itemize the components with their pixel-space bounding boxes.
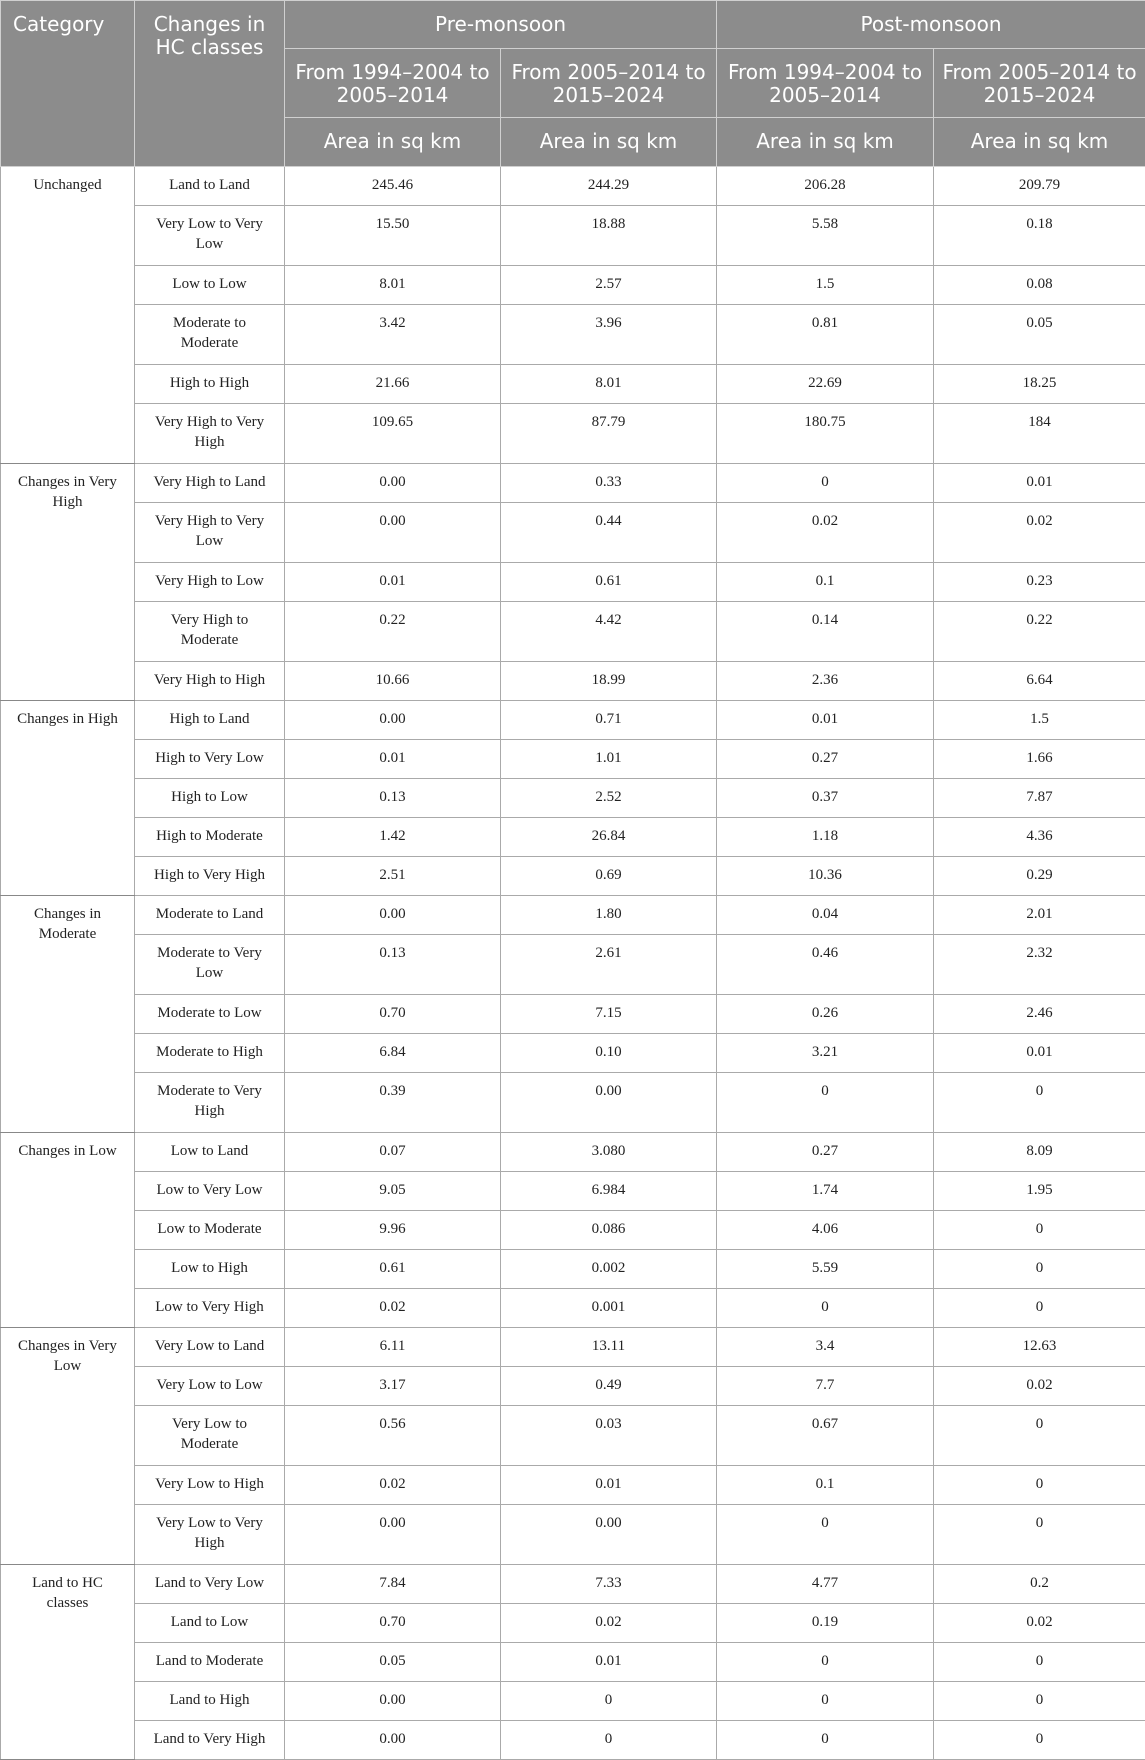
value-cell: 0	[934, 1289, 1145, 1328]
table-body	[1, 167, 1145, 1760]
value-cell: 0.00	[501, 1073, 717, 1133]
value-cell: 0	[934, 1211, 1145, 1250]
value-cell: 0.00	[285, 464, 501, 503]
value-cell: 245.46	[285, 167, 501, 206]
table-row	[1, 1073, 1145, 1133]
header-category: Category	[1, 1, 135, 167]
value-cell: 10.36	[717, 857, 934, 896]
header-unit: Area in sq km	[285, 118, 501, 167]
value-cell: 10.66	[285, 662, 501, 701]
table-row	[1, 1682, 1145, 1721]
change-cell: Very Low to Land	[135, 1328, 285, 1367]
value-cell: 0.2	[934, 1565, 1145, 1604]
value-cell: 8.09	[934, 1133, 1145, 1172]
value-cell: 244.29	[501, 167, 717, 206]
header-pre-period-2: From 2005–2014 to 2015–2024	[501, 49, 717, 118]
value-cell: 0	[717, 1289, 934, 1328]
value-cell: 0.69	[501, 857, 717, 896]
change-cell: Land to Very Low	[135, 1565, 285, 1604]
change-cell: Low to Land	[135, 1133, 285, 1172]
value-cell: 2.46	[934, 995, 1145, 1034]
change-cell: Land to Moderate	[135, 1643, 285, 1682]
value-cell: 4.77	[717, 1565, 934, 1604]
value-cell: 2.52	[501, 779, 717, 818]
value-cell: 1.01	[501, 740, 717, 779]
value-cell: 7.84	[285, 1565, 501, 1604]
value-cell: 0.01	[501, 1466, 717, 1505]
value-cell: 7.15	[501, 995, 717, 1034]
value-cell: 0	[717, 464, 934, 503]
value-cell: 0.02	[285, 1289, 501, 1328]
value-cell: 1.18	[717, 818, 934, 857]
value-cell: 2.32	[934, 935, 1145, 995]
table-row	[1, 1328, 1145, 1367]
value-cell: 6.11	[285, 1328, 501, 1367]
change-cell: High to Very Low	[135, 740, 285, 779]
header-unit: Area in sq km	[717, 118, 934, 167]
value-cell: 18.88	[501, 206, 717, 266]
change-cell: Low to High	[135, 1250, 285, 1289]
change-cell: Land to Land	[135, 167, 285, 206]
value-cell: 109.65	[285, 404, 501, 464]
value-cell: 0.13	[285, 779, 501, 818]
table-row	[1, 1406, 1145, 1466]
value-cell: 0.22	[285, 602, 501, 662]
value-cell: 0.00	[285, 701, 501, 740]
change-cell: Moderate to Very Low	[135, 935, 285, 995]
value-cell: 0.10	[501, 1034, 717, 1073]
change-cell: Very High to Very High	[135, 404, 285, 464]
value-cell: 2.61	[501, 935, 717, 995]
value-cell: 0.70	[285, 1604, 501, 1643]
value-cell: 0	[717, 1643, 934, 1682]
value-cell: 0.001	[501, 1289, 717, 1328]
value-cell: 3.17	[285, 1367, 501, 1406]
table-row	[1, 1367, 1145, 1406]
header-post-monsoon: Post-monsoon	[717, 1, 1145, 49]
value-cell: 0.00	[285, 503, 501, 563]
value-cell: 0.02	[934, 1367, 1145, 1406]
value-cell: 0.02	[501, 1604, 717, 1643]
value-cell: 3.42	[285, 305, 501, 365]
value-cell: 0.13	[285, 935, 501, 995]
value-cell: 0.02	[934, 503, 1145, 563]
value-cell: 0.37	[717, 779, 934, 818]
value-cell: 1.42	[285, 818, 501, 857]
change-cell: Moderate to Very High	[135, 1073, 285, 1133]
value-cell: 209.79	[934, 167, 1145, 206]
value-cell: 0.29	[934, 857, 1145, 896]
value-cell: 3.080	[501, 1133, 717, 1172]
value-cell: 3.96	[501, 305, 717, 365]
change-cell: Low to Moderate	[135, 1211, 285, 1250]
table-row	[1, 206, 1145, 266]
change-cell: Moderate to Low	[135, 995, 285, 1034]
category-cell: Changes in Moderate	[1, 896, 135, 1133]
table-row	[1, 1721, 1145, 1760]
value-cell: 0.002	[501, 1250, 717, 1289]
value-cell: 0.01	[934, 1034, 1145, 1073]
table-row	[1, 1604, 1145, 1643]
table-row	[1, 365, 1145, 404]
value-cell: 206.28	[717, 167, 934, 206]
table-row	[1, 1466, 1145, 1505]
value-cell: 7.33	[501, 1565, 717, 1604]
value-cell: 2.51	[285, 857, 501, 896]
table-row	[1, 404, 1145, 464]
value-cell: 0.26	[717, 995, 934, 1034]
value-cell: 6.84	[285, 1034, 501, 1073]
header-pre-monsoon: Pre-monsoon	[285, 1, 717, 49]
value-cell: 0.27	[717, 740, 934, 779]
value-cell: 1.95	[934, 1172, 1145, 1211]
value-cell: 0.04	[717, 896, 934, 935]
value-cell: 0	[501, 1682, 717, 1721]
value-cell: 0	[717, 1682, 934, 1721]
value-cell: 0.18	[934, 206, 1145, 266]
value-cell: 0.086	[501, 1211, 717, 1250]
value-cell: 184	[934, 404, 1145, 464]
value-cell: 1.66	[934, 740, 1145, 779]
value-cell: 1.5	[717, 266, 934, 305]
value-cell: 0.14	[717, 602, 934, 662]
table-row	[1, 563, 1145, 602]
value-cell: 0.01	[717, 701, 934, 740]
value-cell: 3.4	[717, 1328, 934, 1367]
value-cell: 7.7	[717, 1367, 934, 1406]
table-row	[1, 857, 1145, 896]
value-cell: 0.49	[501, 1367, 717, 1406]
category-cell: Changes in Very Low	[1, 1328, 135, 1565]
table-row	[1, 1505, 1145, 1565]
table-row	[1, 1211, 1145, 1250]
value-cell: 0	[717, 1721, 934, 1760]
value-cell: 4.06	[717, 1211, 934, 1250]
value-cell: 0.67	[717, 1406, 934, 1466]
value-cell: 0.00	[285, 1721, 501, 1760]
value-cell: 9.05	[285, 1172, 501, 1211]
change-cell: High to High	[135, 365, 285, 404]
table-header	[1, 1, 1145, 167]
header-changes: Changes in HC classes	[135, 1, 285, 167]
value-cell: 0.44	[501, 503, 717, 563]
value-cell: 0.00	[285, 1505, 501, 1565]
value-cell: 0	[934, 1466, 1145, 1505]
table-row	[1, 1565, 1145, 1604]
value-cell: 0.01	[285, 563, 501, 602]
value-cell: 0.03	[501, 1406, 717, 1466]
value-cell: 2.57	[501, 266, 717, 305]
table-row	[1, 305, 1145, 365]
table-row	[1, 464, 1145, 503]
change-cell: Land to Low	[135, 1604, 285, 1643]
value-cell: 0.05	[934, 305, 1145, 365]
table-row	[1, 602, 1145, 662]
table-row	[1, 167, 1145, 206]
value-cell: 0	[934, 1073, 1145, 1133]
change-cell: Very Low to Moderate	[135, 1406, 285, 1466]
value-cell: 18.99	[501, 662, 717, 701]
table-row	[1, 740, 1145, 779]
value-cell: 0.22	[934, 602, 1145, 662]
table-row	[1, 503, 1145, 563]
table-row	[1, 1643, 1145, 1682]
category-cell: Land to HC classes	[1, 1565, 135, 1760]
change-cell: Land to Very High	[135, 1721, 285, 1760]
value-cell: 0.02	[285, 1466, 501, 1505]
value-cell: 0.61	[285, 1250, 501, 1289]
value-cell: 5.59	[717, 1250, 934, 1289]
change-cell: Very High to High	[135, 662, 285, 701]
value-cell: 0.19	[717, 1604, 934, 1643]
value-cell: 2.01	[934, 896, 1145, 935]
value-cell: 0	[934, 1682, 1145, 1721]
value-cell: 0.39	[285, 1073, 501, 1133]
change-cell: High to Moderate	[135, 818, 285, 857]
value-cell: 87.79	[501, 404, 717, 464]
category-cell: Changes in Low	[1, 1133, 135, 1328]
change-cell: Very Low to High	[135, 1466, 285, 1505]
value-cell: 6.984	[501, 1172, 717, 1211]
table-row	[1, 1172, 1145, 1211]
value-cell: 0	[717, 1073, 934, 1133]
change-cell: High to Low	[135, 779, 285, 818]
value-cell: 9.96	[285, 1211, 501, 1250]
value-cell: 6.64	[934, 662, 1145, 701]
change-cell: Very High to Land	[135, 464, 285, 503]
value-cell: 8.01	[285, 266, 501, 305]
category-cell: Changes in Very High	[1, 464, 135, 701]
value-cell: 0	[934, 1721, 1145, 1760]
value-cell: 0.01	[285, 740, 501, 779]
change-cell: Very Low to Very Low	[135, 206, 285, 266]
value-cell: 1.80	[501, 896, 717, 935]
value-cell: 12.63	[934, 1328, 1145, 1367]
value-cell: 0	[934, 1250, 1145, 1289]
value-cell: 4.36	[934, 818, 1145, 857]
table-row	[1, 1133, 1145, 1172]
value-cell: 3.21	[717, 1034, 934, 1073]
value-cell: 0.01	[934, 464, 1145, 503]
change-cell: Moderate to Moderate	[135, 305, 285, 365]
value-cell: 0.46	[717, 935, 934, 995]
value-cell: 22.69	[717, 365, 934, 404]
header-pre-period-1: From 1994–2004 to 2005–2014	[285, 49, 501, 118]
value-cell: 0.33	[501, 464, 717, 503]
value-cell: 0.23	[934, 563, 1145, 602]
category-cell: Changes in High	[1, 701, 135, 896]
value-cell: 7.87	[934, 779, 1145, 818]
table-row	[1, 1250, 1145, 1289]
change-cell: High to Land	[135, 701, 285, 740]
value-cell: 0	[934, 1643, 1145, 1682]
value-cell: 0.56	[285, 1406, 501, 1466]
header-unit: Area in sq km	[934, 118, 1145, 167]
value-cell: 0.01	[501, 1643, 717, 1682]
value-cell: 5.58	[717, 206, 934, 266]
value-cell: 180.75	[717, 404, 934, 464]
value-cell: 0.02	[717, 503, 934, 563]
value-cell: 13.11	[501, 1328, 717, 1367]
value-cell: 1.74	[717, 1172, 934, 1211]
header-post-period-2: From 2005–2014 to 2015–2024	[934, 49, 1145, 118]
change-cell: Very High to Low	[135, 563, 285, 602]
table-row	[1, 1289, 1145, 1328]
value-cell: 0.07	[285, 1133, 501, 1172]
header-post-period-1: From 1994–2004 to 2005–2014	[717, 49, 934, 118]
table-row	[1, 1034, 1145, 1073]
value-cell: 0.00	[285, 1682, 501, 1721]
change-cell: Very High to Moderate	[135, 602, 285, 662]
table-row	[1, 818, 1145, 857]
change-cell: Moderate to High	[135, 1034, 285, 1073]
change-cell: Low to Very Low	[135, 1172, 285, 1211]
table-row	[1, 701, 1145, 740]
change-cell: Very High to Very Low	[135, 503, 285, 563]
value-cell: 0	[934, 1505, 1145, 1565]
value-cell: 15.50	[285, 206, 501, 266]
value-cell: 0	[501, 1721, 717, 1760]
value-cell: 18.25	[934, 365, 1145, 404]
category-cell: Unchanged	[1, 167, 135, 464]
header-unit: Area in sq km	[501, 118, 717, 167]
value-cell: 0	[934, 1406, 1145, 1466]
value-cell: 0.1	[717, 563, 934, 602]
table-row	[1, 266, 1145, 305]
value-cell: 0.71	[501, 701, 717, 740]
table-row	[1, 995, 1145, 1034]
change-cell: Low to Very High	[135, 1289, 285, 1328]
table-row	[1, 896, 1145, 935]
change-cell: Low to Low	[135, 266, 285, 305]
value-cell: 0.70	[285, 995, 501, 1034]
table-row	[1, 779, 1145, 818]
table-row	[1, 662, 1145, 701]
value-cell: 4.42	[501, 602, 717, 662]
value-cell: 0.27	[717, 1133, 934, 1172]
value-cell: 0.61	[501, 563, 717, 602]
value-cell: 0.00	[501, 1505, 717, 1565]
value-cell: 26.84	[501, 818, 717, 857]
value-cell: 21.66	[285, 365, 501, 404]
change-cell: High to Very High	[135, 857, 285, 896]
table-row	[1, 935, 1145, 995]
value-cell: 1.5	[934, 701, 1145, 740]
value-cell: 0.02	[934, 1604, 1145, 1643]
value-cell: 0	[717, 1505, 934, 1565]
change-cell: Very Low to Very High	[135, 1505, 285, 1565]
change-cell: Land to High	[135, 1682, 285, 1721]
value-cell: 0.1	[717, 1466, 934, 1505]
value-cell: 0.08	[934, 266, 1145, 305]
change-cell: Very Low to Low	[135, 1367, 285, 1406]
value-cell: 0.05	[285, 1643, 501, 1682]
value-cell: 0.81	[717, 305, 934, 365]
value-cell: 2.36	[717, 662, 934, 701]
value-cell: 8.01	[501, 365, 717, 404]
value-cell: 0.00	[285, 896, 501, 935]
change-cell: Moderate to Land	[135, 896, 285, 935]
